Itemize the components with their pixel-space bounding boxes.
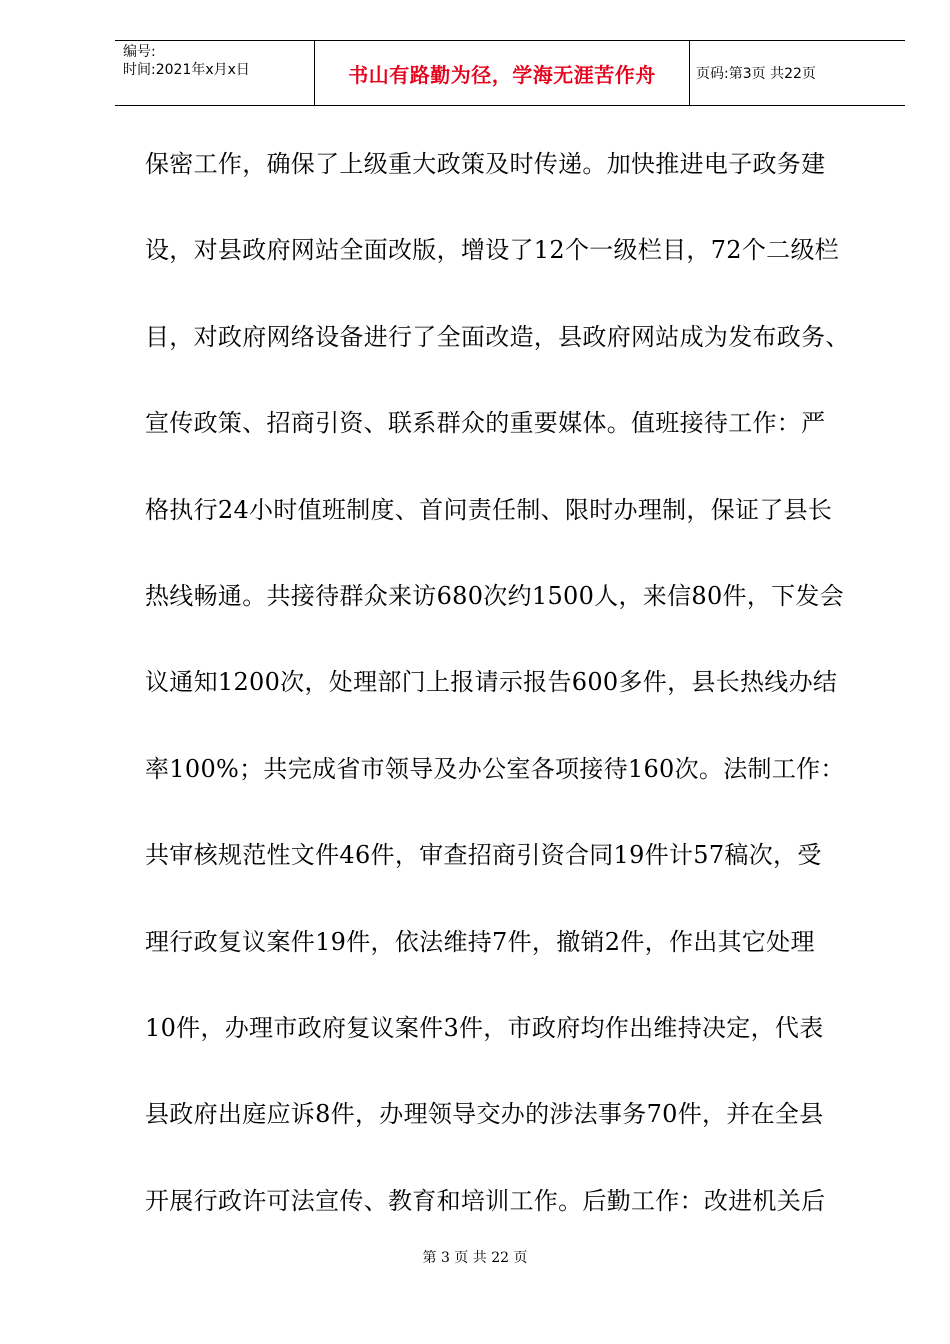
body-line: 理行政复议案件19件，依法维持7件，撤销2件，作出其它处理 — [145, 927, 815, 956]
body-line: 目，对政府网络设备进行了全面改造，县政府网站成为发布政务、 — [145, 322, 850, 351]
header-meta — [115, 41, 315, 105]
body-line: 格执行24小时值班制度、首问责任制、限时办理制，保证了县长 — [145, 495, 833, 524]
body-line: 率100%；共完成省市领导及办公室各项接待160次。法制工作： — [145, 754, 845, 783]
body-line: 开展行政许可法宣传、教育和培训工作。后勤工作：改进机关后 — [145, 1186, 826, 1215]
body-line: 县政府出庭应诉8件，办理领导交办的涉法事务70件，并在全县 — [145, 1100, 824, 1129]
time-label: 时间:2021年x月x日 — [123, 62, 250, 78]
body-line: 议通知1200次，处理部门上报请示报告600多件，县长热线办结 — [145, 668, 838, 697]
page-header — [115, 40, 905, 106]
body-line: 宣传政策、招商引资、联系群众的重要媒体。值班接待工作：严 — [145, 409, 826, 438]
page-footer: 第 3 页 共 22 页 — [422, 1250, 528, 1266]
number-label: 编号: — [123, 44, 156, 60]
document-body — [145, 140, 885, 1263]
body-line: 共审核规范性文件46件，审查招商引资合同19件计57稿次，受 — [145, 841, 822, 870]
body-line: 设，对县政府网站全面改版，增设了12个一级栏目，72个二级栏 — [145, 236, 840, 265]
body-line: 保密工作，确保了上级重大政策及时传递。加快推进电子政务建 — [145, 150, 826, 178]
header-motto: 书山有路勤为径，学海无涯苦作舟 — [315, 41, 690, 105]
body-line: 热线畅通。共接待群众来访680次约1500人，来信80件，下发会 — [145, 581, 845, 610]
header-page-code: 页码:第3页 共22页 — [696, 66, 816, 82]
body-line: 10件，办理市政府复议案件3件，市政府均作出维持决定，代表 — [145, 1013, 824, 1042]
